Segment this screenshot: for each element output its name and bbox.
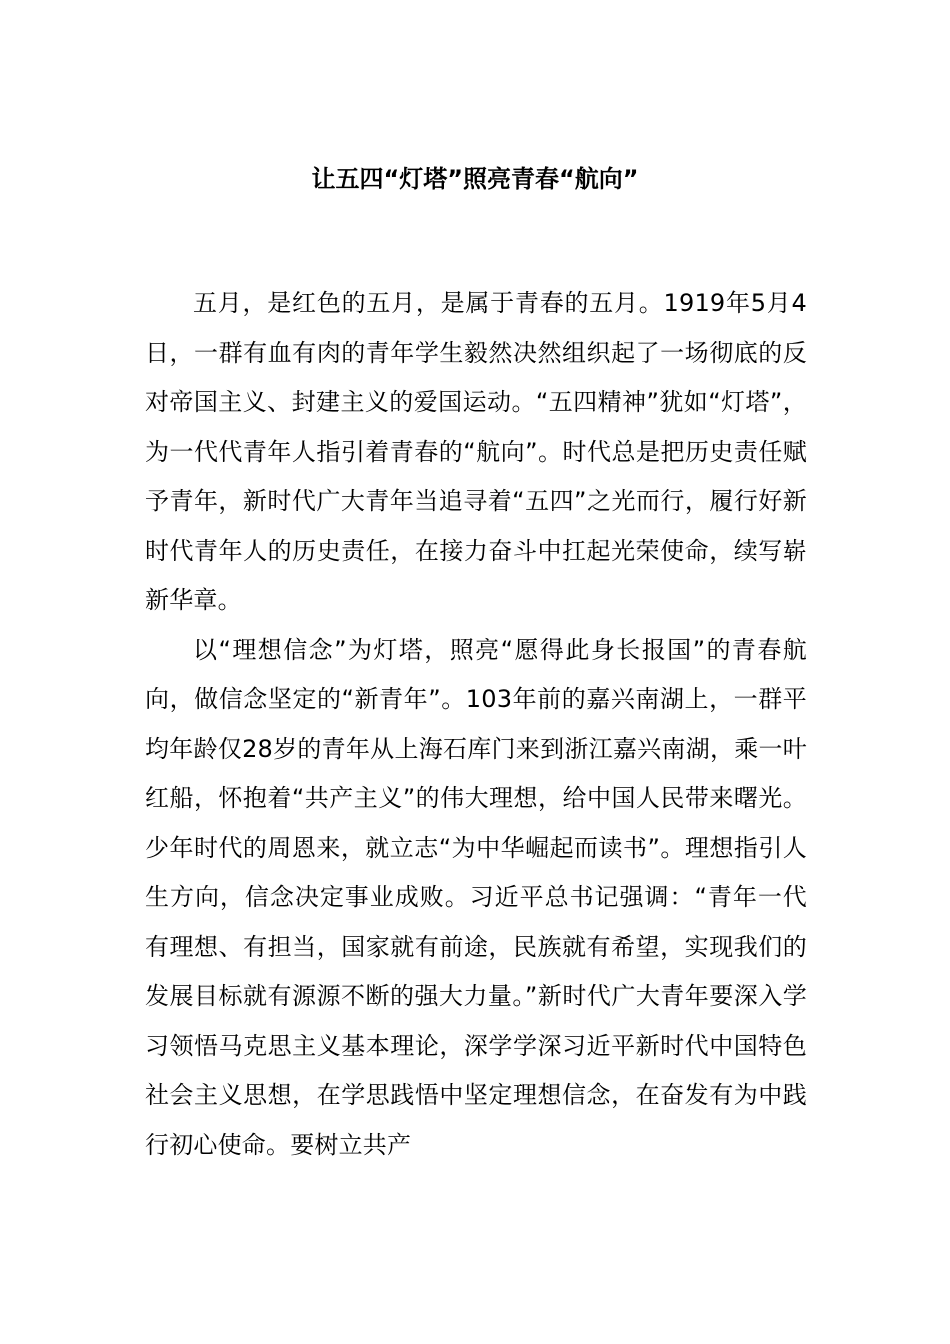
document-title: 让五四“灯塔”照亮青春“航向” <box>311 165 639 193</box>
document-body <box>145 279 807 1170</box>
paragraph-1: 五月，是红色的五月，是属于青春的五月。1919年5月4日，一群有血有肉的青年学生毅然决然组织起了一场彻底的反对帝国主义、封建主义的爱国运动。“五四精神”犹如“灯塔”，为一代代青年人指引着青春的“航向”。时代总是把历史责任赋予青年，新时代广大青年当追寻着“五四”之光而行，履行好新时代青年人的历史责任，在接力奋斗中扛起光荣使命，续写崭新华章。 <box>145 289 807 614</box>
paragraph-2: 以“理想信念”为灯塔，照亮“愿得此身长报国”的青春航向，做信念坚定的“新青年”。103年前的嘉兴南湖上，一群平均年龄仅28岁的青年从上海石库门来到浙江嘉兴南湖，乘一叶红船，怀抱着“共产主义”的伟大理想，给中国人民带来曙光。少年时代的周恩来，就立志“为中华崛起而读书”。理想指引人生方向，信念决定事业成败。习近平总书记强调：“青年一代有理想、有担当，国家就有前途，民族就有希望，实现我们的发展目标就有源源不断的强大力量。”新时代广大青年要深入学习领悟马克思主义基本理论，深学学深习近平新时代中国特色社会主义思想，在学思践悟中坚定理想信念，在奋发有为中践行初心使命。要树立共产 <box>145 635 807 1159</box>
